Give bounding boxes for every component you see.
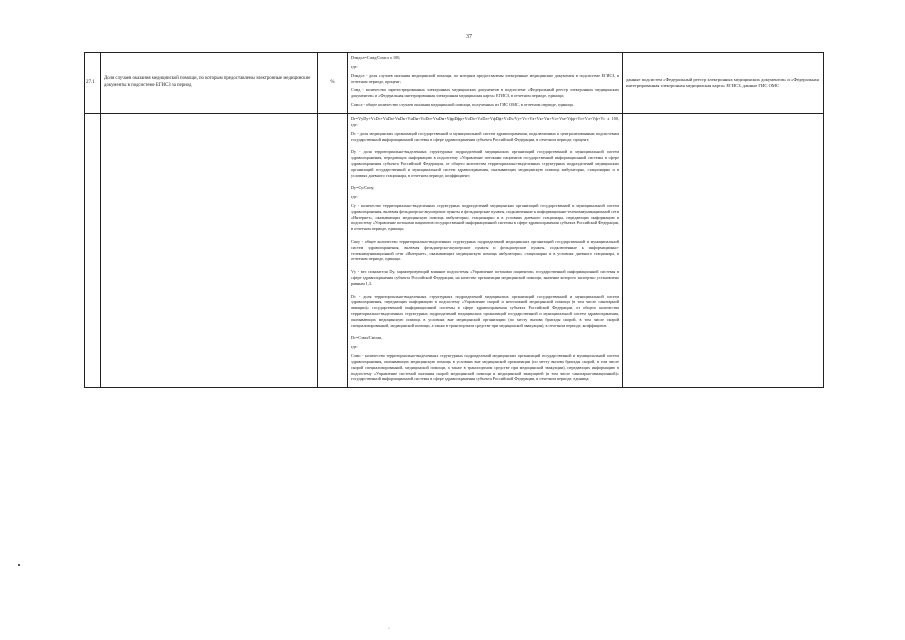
indicator-formula [348, 53, 623, 114]
table-row [85, 114, 824, 388]
indicator-name [101, 114, 318, 388]
formula-line: Dс - доля медицинских организаций государственной и муниципальной систем здравоохранения, подключенных к централизованным подсистемам государственной информационной системы в сфере здравоохранения субъекта Российской Федерации, в отчетном периоде, процент; [351, 130, 619, 142]
formula-line: Dс - доля территориально-выделенных структурных подразделений медицинских организаций государственной и муниципальной систем здравоохранения, передающих информацию в подсистему «Управление скорой и неотложной медицинской помощи (в том числе санитарной авиации)» государственной информационной системы в сфере здравоохранения субъекта Российской Федерации, от общего количества территориально-выделенных структурных подразделений медицинских организаций государственной и муниципальной систем здравоохранения, оказывающих медицинскую помощь в условиях вне медицинской организации (по месту вызова бригады скорой, в том числе скорой специализированной, медицинской помощи, а также в транспортном средстве при медицинской эвакуации), в отчетном периоде, коэффициент. [351, 293, 619, 328]
formula-line: где: [351, 194, 358, 200]
formula-line: Сэмд - количество зарегистрированных электронных медицинских документов в подсистеме «Федеральный реестр электронных медицинских документов» и «Федеральная интегрированная электронная медицинская карта» ЕГИСЗ, в отчетном периоде, единица; [351, 87, 619, 99]
formula-line: Dг=VуDу+VсDс+VаDа+VкDк+VнDн+VоDо+VмDм+VфрDфр+VоDо+VлDл+VфDф+VсDс/Vу+Vс+Vа+Vк+Vн+Vо+Vм+Vфр+Vо+Vл+Vф+Vс х 100, где: [351, 116, 619, 127]
formula-line: где: [351, 344, 358, 350]
indicator-source [623, 114, 824, 388]
row-number: 27.1 [85, 53, 101, 114]
indicator-unit: % [318, 53, 348, 114]
indicator-unit [318, 114, 348, 388]
formula-line: Dу - доля территориально-выделенных структурных подразделений медицинских организаций государственной и муниципальной систем здравоохранения, передающих информацию в подсистему «Управление потоками пациентов государственной информационной системы в сфере здравоохранения субъекта Российской Федерации, от общего количества территориально-выделенных структурных подразделений медицинских организаций государственной и муниципальной систем здравоохранения, оказывающих медицинскую помощь амбулаторно, стационарно и в условиях дневного стационара, в отчетном периоде, коэффициент; [351, 149, 619, 178]
bottom-mark: · [388, 626, 390, 632]
formula-line: где: [351, 63, 358, 69]
formula-line: Dэмдсл=Сэмд/Сомсл х 100, [351, 55, 401, 60]
formula-line: Сиоу - общее количество территориально-выделенных структурных подразделений медицинских организаций государственной и муниципальной систем здравоохранения, включая фельдшерско-акушерские пункты и фельдшерские пункты, подключенные к информационно-телекоммуникационной сети «Интернет», оказывающих медицинскую помощь амбулаторно, стационарно и в условиях дневного стационара, в отчетном периоде, единица. [351, 239, 619, 262]
indicators-table [84, 52, 824, 388]
row-number [85, 114, 101, 388]
page-number: 37 [466, 34, 472, 40]
scan-speck [18, 564, 20, 566]
formula-line: Dс=Сэмп/Смсмп, [351, 335, 383, 341]
indicator-source: данные подсистем «Федеральный реестр электронных медицинских документов» и «Федеральная интегрированная электронная медицинская карта» ЕГИСЗ, данные ГИС ОМС [623, 53, 824, 114]
table-row [85, 53, 824, 114]
indicator-name: Доля случаев оказания медицинской помощи, по которым предоставлены электронные медицинские документы в подсистеме ЕГИСЗ за период [101, 53, 318, 114]
formula-line: Dу=Су/Сиоу, [351, 185, 375, 191]
formula-line: Сэмп - количество территориально-выделенных структурных подразделений медицинских организаций государственной и муниципальной систем здравоохранения, оказывающих медицинскую помощь в условиях вне медицинской организации (по месту вызова бригады скорой, в том числе скорой специализированной, медицинской помощи, а также в транспортном средстве при медицинской эвакуации), передающих информацию в подсистему «Управление системой оказания скорой медицинской помощи и медицинской эвакуацией (в том числе санитарно-авиационной)» государственной информационной системы в сфере здравоохранения субъекта Российской Федерации, в отчетном периоде, единица; [351, 353, 619, 382]
formula-line: Dэмдсл - доля случаев оказания медицинской помощи, по которым предоставлены электронные медицинские документы в подсистеме ЕГИСЗ, в отчетном периоде, процент; [351, 72, 619, 84]
formula-line: Су - количество территориально-выделенных структурных подразделений медицинских организаций государственной и муниципальной систем здравоохранения, включая фельдшерско-акушерские пункты и фельдшерские пункты, подключенные к информационно-телекоммуникационной сети «Интернет», оказывающих медицинскую помощь амбулаторно, стационарно и в условиях дневного стационара, передающих информацию в подсистему «Управление потоками пациентов государственной информационной системы в сфере здравоохранения субъекта Российской Федерации, в отчетном периоде, единица; [351, 203, 619, 232]
indicator-formula [348, 114, 623, 388]
formula-line: Vу - вес показателя Dу, характеризующий влияние подсистемы «Управление потоками пациентов» государственной информационной системы в сфере здравоохранения субъекта Российской Федерации, на качество организации медицинской помощи, значение которого экспертно установлено равным 1,3. [351, 269, 619, 286]
formula-line: Сомсл - общее количество случаев оказания медицинской помощи, полученных из ГИС ОМС, в отчетном периоде, единица. [351, 102, 574, 108]
